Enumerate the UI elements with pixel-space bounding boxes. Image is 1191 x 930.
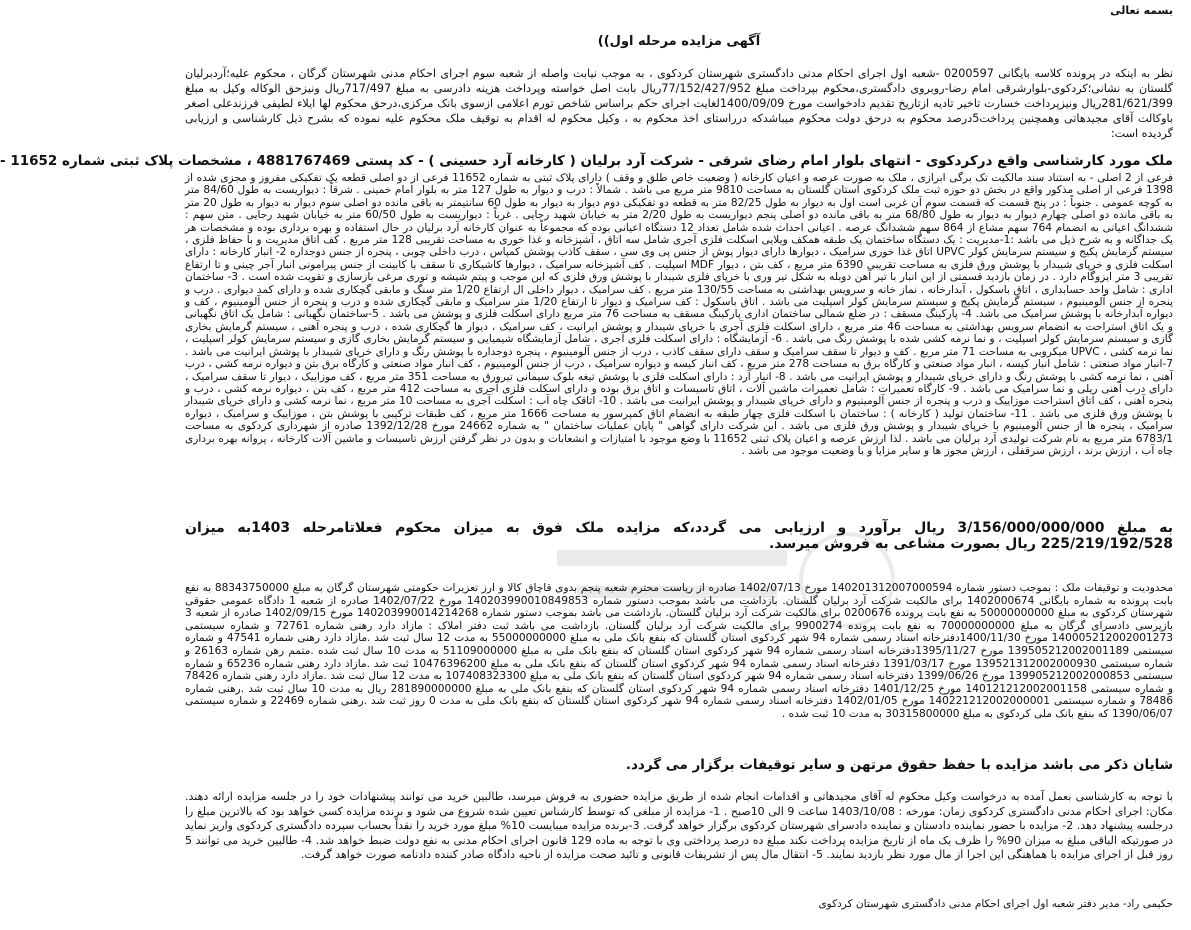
- valuation-statement: به مبلغ 3/156/000/000/000 ریال برآورد و ارزیابی می گردد،که مزایده ملک فوق به میزان محکوم فعلاتامرحله 1403به میزان 225/219/192/528 ریال بصورت مشاعی به فروش میرسد.: [185, 520, 1174, 552]
- basmala-header: بسمه تعالی: [1110, 4, 1173, 17]
- restrictions-paragraph: محدودیت و توقیفات ملک : بموجب دستور شماره 140201312007000594 مورخ 1402/07/13 صادره از ریاست محترم شعبه پنجم بدوی قاچاق کالا و ارز تعزیرات حکومتی شهرستان گرگان به مبلغ 88343750000 به نفع بابت پرونده به شماره بایگانی 1402000674 برای مالکیت شرکت آرد برلیان گلستان. بازداشت می باشد بموجب دستور شماره 140203990010849853 مورخ 1402/07/22 صادره از شعبه 1 دادگاه عمومی حقوقی شهرستان کردکوی به مبلغ 50000000000 به نفع بابت پرونده 0200676 برای مالکیت شرکت آرد برلیان گلستان. بازداشت می باشد بموجب دستور شماره 140203990014214268 مورخ 1402/09/15 صادره از شعبه 3 بازپرسی دادسرای گرگان به مبلغ 70000000000 به نفع بابت پرونده 9900274 برای مالکیت شرکت آرد برلیان گلستان. بازداشت می باشد ثبت دفتر املاک : مازاد دارد رهنی شماره 72761 و شماره سیستمی 140005212002001273 مورخ 1400/11/30دفترخانه اسناد رسمی شماره 94 شهر کردکوی استان گلستان که بنفع بانک ملی به مبلغ 55000000000 به مدت 12 سال ثبت شد .مازاد دارد رهنی شماره 47541 و شماره سیستمی 139505212002001189 مورخ 1395/11/27دفترخانه اسناد رسمی شماره 94 شهر کردکوی استان گلستان که بنفع بانک ملی به مبلغ 51109000000 به مدت 10 سال ثبت شده .متمم رهن شماره 26163 و شماره سیستمی 139521312002000930 مورخ 1391/03/17 دفترخانه اسناد رسمی شماره 94 شهر کردکوی استان گلستان که بنفع بانک ملی به مبلغ 10476396200 ثبت شد .مازاد دارد رهنی شماره 65236 و شماره سیستمی 139905212002000853 مورخ 1399/06/26 دفترخانه اسناد رسمی شماره 94 شهر کردکوی استان گلستان که بنفع بانک ملی به مبلغ 107408323300 به مدت 12 سال ثبت شد .مازاد دارد رهنی شماره 78426 و شماره سیستمی 140121212002001158 مورخ 1401/12/25 دفترخانه اسناد رسمی شماره 94 شهر کردکوی استان گلستان که بنفع بانک ملی به مبلغ 281890000000 ریال به مدت 10 سال ثبت شد .رهنی شماره 78486 و شماره سیستمی 140221212002000001 مورخ 1402/01/05 دفترخانه اسناد رسمی شماره 94 شهر کردکوی استان گلستان که بنفع بانک ملی به مدت 0 روز ثبت شد .رهنی شماره 22469 و شماره سیستمی 1390/06/07 که بنفع بانک ملی کردکوی به مبلغ 30315800000 به مدت 10 ثبت شده .: [185, 582, 1174, 720]
- property-heading: ملک مورد کارشناسی واقع درکردکوی - انتهای بلوار امام رضای شرقی - شرکت آرد برلیان ( کارخانه آرد حسینی ) - کد پستی 4881767469 ، مشخصات پلاک ثبتی شماره 11652 -: [0, 153, 1173, 169]
- mortgagee-rights-note: شایان ذکر می باشد مزایده با حفظ حقوق مرتهن و سایر توقیفات برگزار می گردد.: [625, 757, 1173, 773]
- signature-line: حکیمی راد- مدیر دفتر شعبه اول اجرای احکام مدنی دادگستری شهرستان کردکوی: [818, 898, 1173, 910]
- case-intro-paragraph: نظر به اینکه در پرونده کلاسه بایگانی 0200597 -شعبه اول اجرای احکام مدنی دادگستری شهرستان کردکوی ، به موجب نیابت واصله از شعبه سوم اجرای احکام مدنی شهرستان گرگان ، محکوم علیه؛آردبرلیان گلستان به نشانی؛کردکوی-بلوارشرقی امام رضا-روبروی دادگستری،محکوم بپرداخت مبلغ 77/152/427/952ریال بابت اصل خواسته وپرداخت هزینه دادرسی به مبلغ 717/497ریال ونیزحق الوکاله وکیل به مبلغ 281/621/399ریال ونیزپرداخت خسارت تاخیر تادیه ازتاریخ تقدیم دادخواست مورخ 1400/09/09لغایت اجرای حکم براساس شاخص تورم اعلامی ازسوی بانک مرکزی،درحق محکوم لها ایلاء لطیفی فرزندعلی اصغر باوکالت آقای مجیدهاتی وهمچنین پرداخت5درصد محکوم به درحق دولت محکوم میباشدکه درراستای اخذ محکوم به ، وکیل محکوم له اقدام به توقیف ملک محکوم علیه نموده که بشرح ذیل کارشناسی و ارزیابی گردیده است:: [185, 67, 1173, 140]
- property-description-paragraph: فرعی از 2 اصلی - به استناد سند مالکیت تک برگی ابرازی ، ملک به صورت عرصه و اعیان کارخانه ( وضعیت خاص طلق و وقف ) دارای پلاک ثبتی به شماره 11652 فرعی از دو اصلی قطعه یک تفکیکی مفروز و مجزی شده از 1398 فرعی از اصلی مذکور واقع در بخش دو حوزه ثبت ملک کردکوی استان گلستان به مساحت 9810 متر مربع می باشد . شمالاً : درب و دیوار به طول 127 متر به بلوار امام خمینی . شرقاً : دیواریست به طول 84/60 متر به کوچه عمومی . جنوباً : در پنج قسمت که قسمت سوم آن غربی است اول به دیوار به طول 82/25 متر به قطعه دو تفکیکی دوم دیوار به دیوار به طول 60 سانتیمتر به باقی مانده دو اصلی سوم دیوار به دیوار به طول 20 متر به باقی مانده دو اصلی چهارم دیوار به دیوار به طول 68/80 متر به باقی مانده دو اصلی پنجم دیواریست به طول 2/20 متر به خیابان شهید رجایی . غرباً : دیواریست به طول 60/50 متر به خیابان شهید رجایی . متن سهم : ششدانگ اعیانی به انضمام 764 سهم مشاع از 864 سهم ششدانگ عرصه . اعیانی احداث شده شامل تعداد 12 دستگاه اعیانی بوده که مجموعاً به عنوان کارخانه آرد برلیان در حال استفاده و بهره برداری بوده و مشخصات هر یک جداگانه و به شرح ذیل می باشد :1-مدیریت : یک دستگاه ساختمان یک طبقه همکف ویلایی اسکلت فلزی آجری شامل سه اتاق ، آشپزخانه و غذا خوری به مساحت تقریبی 128 متر مربع . کف اتاق مدیریت و با حفاظ فلزی ، سیستم گرمایش پکیج و سیستم سرمایش کولر UPVC اتاق غذا خوری سرامیک ، دیوارها دارای دیوار پوش از جنس پی وی سی ، سقف کاذب پوشش کمپاس ، درب داخلی چوبی ، پنجره از جنس دوجداره 2- انبار کارخانه : دارای اسکلت فلزی و خرپای شیبدار با پوشش ورق فلزی به مساحت تقریبی 6390 متر مربع ، کف بتن ، دیوار MDF اسپلیت . کف آشپزخانه سرامیک ، دیوارها کاشیکاری تا سقف با کابینت از جنس پیرامونی انبار آجر چینی و تا ارتفاع تقریبی 3 متر ایزوگام دارد . در زمان بازدید قسمتی از این انبار با تیر آهن دوبله به شکل تیر وری با خرپای فلزی شیبدار با پوشش ورق فلزی که این موجب و پیتم شیشه و توری مرغی بازسازی و تقویت شده است . 3- ساختمان اداری : شامل واحد حسابداری ، اتاق باسکول ، آبدارخانه ، نماز خانه و سرویس بهداشتی به مساحت 130/55 متر مربع . کف سرامیک ، دیوار داخلی ال ارتفاع 1/20 متر سنگ و مابقی گچکاری شده و دارای کمد دیواری . درب و پنجره از جنس آلومینیوم ، سیستم گرمایش پکیج و سیستم سرمایش کولر اسپلیت می باشد . اتاق باسکول : کف سرامیک و دیوار تا ارتفاع 1/20 متر سرامیک و مابقی گچکاری شده و درب و پنجره از جنس آلومینیوم ، کف و دیواره آبدارخانه با پوشش سرامیک می باشد. 4- پارکینگ مسقف : در ضلع شمالی ساختمان اداری پارکینگ مسقف به مساحت 76 متر مربع دارای اسکلت فلزی و پوشش می باشد . 5-ساختمان نگهبانی : شامل یک اتاق نگهبانی و یک اتاق استراحت به انضمام سرویس بهداشتی به مساحت 46 متر مربع ، دارای اسکلت فلزی آجری با خرپای شیبدار و پوشش ایرانیت ، کف سرامیک ، دیوار ها گچکاری شده ، درب و پنجره آهنی ، سیستم گرمایش بخاری گازی و سیستم سرمایش کولر اسپلیت ، و نما نرمه کشی شده با پوشش رنگ می باشد . 6- آزمایشگاه : دارای اسکلت فلزی آجری ، شامل آزمایشگاه شیمیایی و سیستم گرمایش بخاری گازی و سیستم سرمایش کولر اسپلیت ، نما نرمه کشی ، UPVC میکروبی به مساحت 71 متر مربع . کف و دیوار تا سقف سرامیک و سقف دارای سقف کاذب ، درب از جنس آلومینیوم ، پنجره دوجداره با پوشش رنگ و دارای خرپای شیبدار با پوشش ایرانیت می باشد . 7-انبار مواد صنعتی : شامل انبار کیسه ، انبار مواد صنعتی و کارگاه برق به مساحت 278 متر مربع ، کف انبار کیسه و دیواره سرامیک ، درب از جنس آلومینیوم ، کف انبار مواد صنعتی و کارگاه برق بتن و دیواره نرمه کشی ، درب آهنی ، نما نرمه کشی با پوشش رنگ و دارای خرپای شیبدار و پوشش ایرانیت می باشد . 8- انبار آرد : دارای اسکلت فلزی با پوشش تیغه بلوک سیمانی تیرورق به مساحت 351 متر مربع ، کف موزاییک ، دیوار تا سقف سرامیک ، دارای درب آهنی ریلی و نما سرامیک می باشد . 9- کارگاه تعمیرات : شامل تعمیرات ماشین آلات ، اتاق تاسیسات و اتاق برق بوده و دارای اسکلت فلزی آجری به مساحت 412 متر مربع ، کف بتن ، دیواره نرمه کشی ، درب و پنجره آهنی ، کف اتاق استراحت موزاییک و درب و پنجره از جنس آلومینیوم و دارای خرپای شیبدار و پوشش ایرانیت می باشد . 10- اتاقک چاه آب : اسکلت آجری به مساحت 10 متر مربع ، نما نرمه کشی و دارای خرپای شیبدار با پوشش ورق فلزی می باشد . 11- ساختمان تولید ( کارخانه ) : ساختمان با اسکلت فلزی چهار طبقه به انضمام اتاق کمپرسور به مساحت 1666 متر مربع ، کف طبقات ترکیبی با پوشش بتن ، موزاییک و سرامیک ، دیواره سرامیک ، پنجره ها از جنس آلومینیوم با خرپای شیبدار و پوشش ورق فلزی می باشد . این شرکت دارای گواهی " پایان عملیات ساختمان " به شماره 24662 مورخ 1392/12/28 صادره از شهرداری کردکوی به مساحت 6783/1 متر مربع به نام شرکت تولیدی آرد برلیان می باشد . لذا ارزش عرصه و اعیان پلاک ثبتی 11652 با وضع موجود با امتیازات و انشعابات و بدون در نظر گرفتن ارزش تاسیسات و ماشین آلات کارخانه ، پروانه بهره برداری چاه آب ، ارزش برند ، ارزش سرقفلی ، ارزش مجوز ها و سایر مزایا و با وضعیت موجود می باشد .: [185, 172, 1174, 457]
- auction-terms-paragraph: با توجه به کارشناسی بعمل آمده به درخواست وکیل محکوم له آقای مجیدهاتی و اقدامات انجام شده از طریق مزایده حضوری به فروش میرسد، طالبین خرید می توانند پیشنهادات خود را در جلسه مزایده ارائه دهند. مکان: اجرای احکام مدنی دادگستری کردکوی زمان: مورخه : 1403/10/08 ساعت 9 الی 10صبح . 1- مزایده از مبلغی که توسط کارشناس تعیین شده شروع می شود و برنده مزایده کسی خواهد بود که بالاترین مبلغ را درجلسه پیشنهاد دهد. 2- مزایده با حضور نماینده دادستان و نماینده دادسرای شهرستان کردکوی برگزار خواهد گرفت. 3-برنده مزایده میبایست 10% مبلغ مورد خرید را نقداً بحساب سپرده دادگستری کردکوی واریز نماید در صورتیکه الباقی مبلغ به میزان 90% را ظرف یک ماه از تاریخ مزایده پرداخت نکند مبلغ ده درصد پرداختی وی با توجه به ماده 129 قانون اجرای احکام مدنی به نفع دولت ضبط خواهد شد. 4- طالبین خرید می توانند 5 روز قبل از اجرای مزایده با هماهنگی این اجرا از مال مورد نظر بازدید نمایند. 5- انتقال مال پس از تشریفات قانونی و تائید صحت مزایده از ناحیه دادگاه صادر کننده دادنامه صورت خواهد گرفت.: [185, 790, 1173, 862]
- notice-title: آگهی مزایده مرحله اول)): [597, 34, 761, 49]
